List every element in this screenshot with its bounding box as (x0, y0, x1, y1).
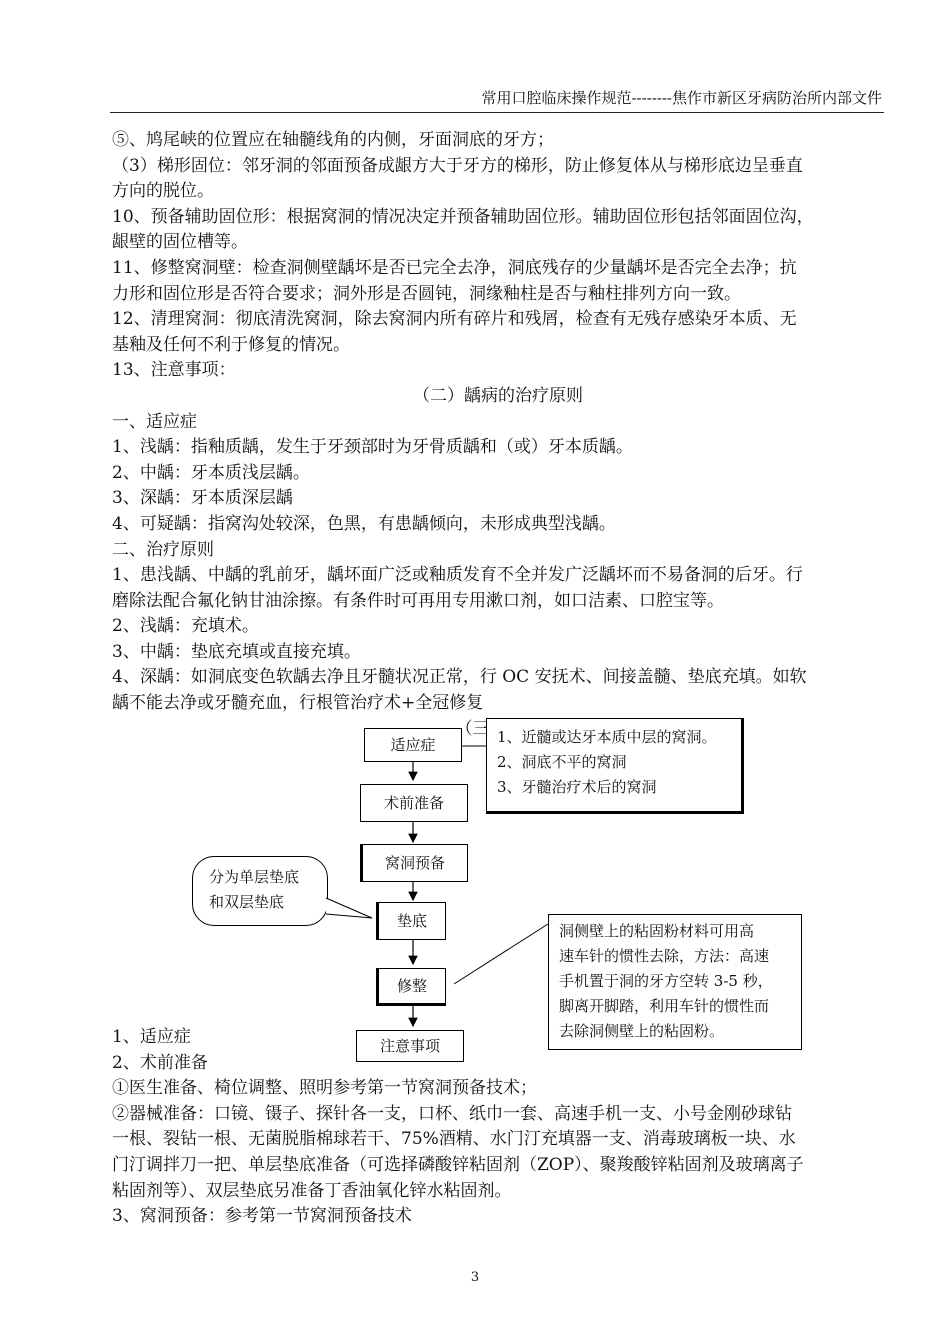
text-line: 4、可疑龋：指窝沟处较深，色黑，有患龋倾向，未形成典型浅龋。 (112, 513, 616, 534)
note-line: 去除洞侧壁上的粘固粉。 (559, 1022, 725, 1040)
flow-step-preop: 术前准备 (360, 784, 468, 822)
flow-step-cavity-prep: 窝洞预备 (360, 844, 468, 882)
callout-line: 和双层垫底 (209, 893, 285, 911)
text-line: 4、深龋：如洞底变色软龋去净且牙髓状况正常，行 OC 安抚术、间接盖髓、垫底充填。如软 (112, 667, 807, 688)
note-line: 1、近髓或达牙本质中层的窝洞。 (497, 728, 717, 746)
page-header: 常用口腔临床操作规范--------焦作市新区牙病防治所内部文件 (481, 89, 882, 107)
text-line: 粘固剂等）、双层垫底另准备丁香油氧化锌水粘固剂。 (112, 1180, 512, 1201)
text-line: ①医生准备、椅位调整、照明参考第一节窝洞预备技术； (112, 1078, 537, 1099)
callout-line: 分为单层垫底 (209, 868, 300, 886)
text-line: 12、清理窝洞：彻底清洗窝洞，除去窝洞内所有碎片和残屑，检查有无残存感染牙本质、无 (112, 309, 797, 330)
text-line: 13、注意事项： (112, 360, 236, 381)
text-line: 1、浅龋：指釉质龋，发生于牙颈部时为牙骨质龋和（或）牙本质龋。 (112, 437, 633, 458)
base-lining-flowchart (150, 722, 850, 1062)
text-line: 力形和固位形是否符合要求；洞外形是否圆钝，洞缘釉柱是否与釉柱排列方向一致。 (112, 283, 741, 304)
text-line: 3、深龋：牙本质深层龋 (112, 488, 293, 509)
text-line: 1、患浅龋、中龋的乳前牙，龋坏面广泛或釉质发育不全并发广泛龋坏而不易备洞的后牙。行 (112, 565, 803, 586)
text-line: 磨除法配合氟化钠甘油涂擦。有条件时可再用专用漱口剂，如口洁素、口腔宝等。 (112, 590, 724, 611)
note-line: 3、牙髓治疗术后的窝洞 (497, 778, 657, 796)
text-line: 2、浅龋：充填术。 (112, 616, 259, 637)
note-line: 2、洞底不平的窝洞 (497, 753, 627, 771)
text-line: 11、修整窝洞壁：检查洞侧壁龋坏是否已完全去净，洞底残存的少量龋坏是否完全去净；抗 (112, 257, 797, 278)
section-heading: （二）龋病的治疗原则 (413, 385, 583, 406)
body-text (112, 128, 884, 742)
note-line: 速车针的惯性去除，方法：高速 (559, 947, 770, 965)
flow-step-notes: 注意事项 (356, 1030, 464, 1062)
text-line: 2、术前准备 (112, 1052, 208, 1073)
note-line: 脚离开脚踏，利用车针的惯性而 (559, 997, 770, 1015)
header-rule (110, 112, 884, 113)
text-line: 一、适应症 (112, 411, 197, 432)
note-line: 手机置于洞的牙方空转 3-5 秒， (559, 972, 773, 990)
text-line: 龈壁的固位槽等。 (112, 232, 248, 253)
text-line: 一根、裂钻一根、无菌脱脂棉球若干、75%酒精、水门汀充填器一支、消毒玻璃板一块、水 (112, 1129, 796, 1150)
text-line: 二、治疗原则 (112, 539, 214, 560)
flow-step-indications: 适应症 (364, 728, 462, 762)
text-line: 龋不能去净或牙髓充血，行根管治疗术+全冠修复 (112, 693, 484, 714)
flow-step-base: 垫底 (376, 902, 446, 940)
text-line: 10、预备辅助固位形：根据窝洞的情况决定并预备辅助固位形。辅助固位形包括邻面固位沟， (112, 206, 814, 227)
text-line: 3、中龋：垫底充填或直接充填。 (112, 641, 361, 662)
text-line: 1、适应症 (112, 1027, 191, 1047)
flow-step-trim: 修整 (376, 968, 446, 1006)
text-line: （3）梯形固位：邻牙洞的邻面预备成龈方大于牙方的梯形，防止修复体从与梯形底边呈垂直 (112, 155, 803, 176)
text-line: ②器械准备：口镜、镊子、探针各一支，口杯、纸巾一套、高速手机一支、小号金刚砂球钻 (112, 1103, 792, 1124)
page-number: 3 (470, 1270, 480, 1285)
text-line: 方向的脱位。 (112, 181, 214, 202)
text-line: 3、窝洞预备：参考第一节窝洞预备技术 (112, 1206, 412, 1227)
note-line: 洞侧壁上的粘固粉材料可用高 (559, 922, 755, 940)
text-line: 基釉及任何不利于修复的情况。 (112, 334, 350, 355)
text-line: 门汀调拌刀一把、单层垫底准备（可选择磷酸锌粘固剂（ZOP）、聚羧酸锌粘固剂及玻璃离子 (112, 1154, 804, 1175)
text-line: ⑤、鸠尾峡的位置应在轴髓线角的内侧，牙面洞底的牙方； (112, 130, 554, 150)
text-line: 2、中龋：牙本质浅层龋。 (112, 462, 310, 483)
lower-text (112, 1025, 884, 1230)
